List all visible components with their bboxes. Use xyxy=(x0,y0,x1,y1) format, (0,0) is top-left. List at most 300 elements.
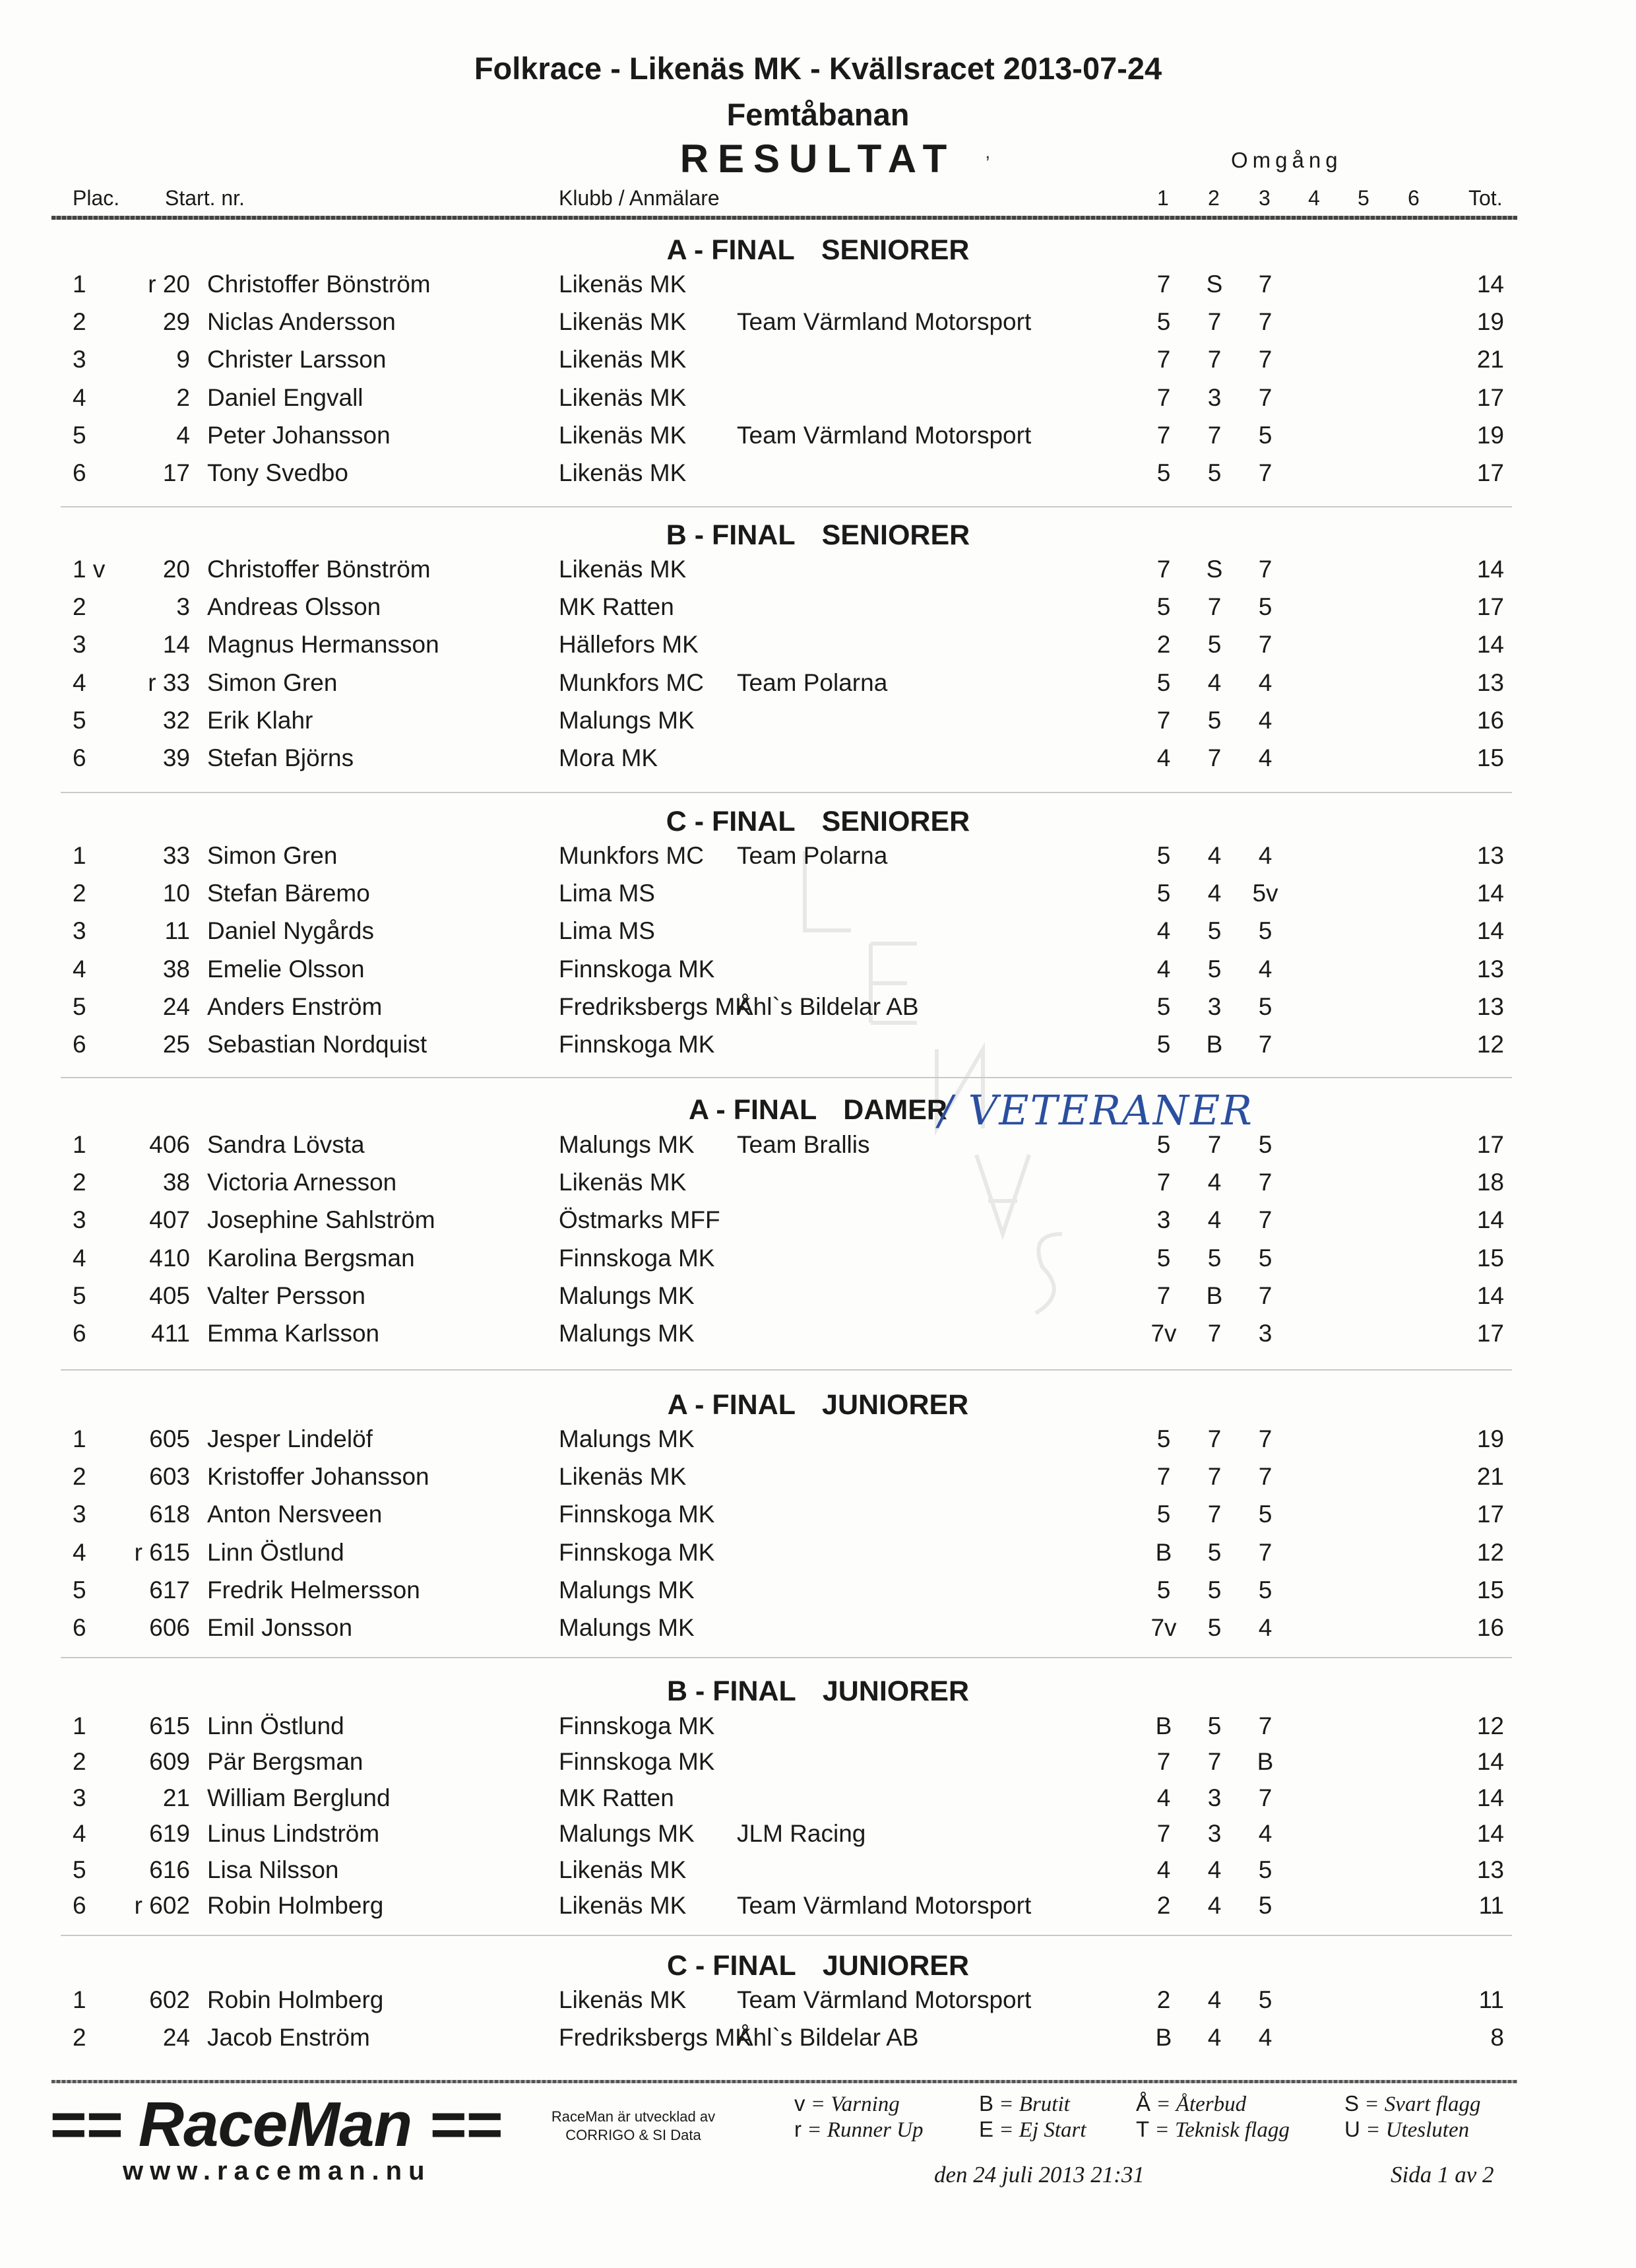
round-3-points: 4 xyxy=(1258,842,1273,869)
start-number: r 20 xyxy=(148,271,190,298)
result-row xyxy=(0,1245,1636,1280)
start-number: 4 xyxy=(176,421,190,449)
driver-name: William Berglund xyxy=(207,1784,391,1811)
driver-name: Robin Holmberg xyxy=(207,1986,384,2013)
round-2-points: 4 xyxy=(1207,668,1222,696)
round-2-points: 7 xyxy=(1207,1463,1222,1491)
driver-name: Sebastian Nordquist xyxy=(207,1031,427,1058)
track-name: Femtåbanan xyxy=(726,97,910,132)
club-name: Malungs MK xyxy=(559,1576,695,1604)
club-name: Finnskoga MK xyxy=(559,1244,715,1272)
col-club: Klubb / Anmälare xyxy=(559,186,720,210)
col-round-1: 1 xyxy=(1157,186,1169,210)
round-3-points: 7 xyxy=(1258,383,1273,411)
club-name: Östmarks MFF xyxy=(559,1206,720,1234)
club-name: Likenäs MK xyxy=(559,421,687,449)
round-3-points: 3 xyxy=(1258,1320,1273,1347)
result-row xyxy=(0,993,1636,1029)
result-row xyxy=(0,593,1636,629)
driver-name: Christer Larsson xyxy=(207,346,387,373)
total-points: 17 xyxy=(1476,1501,1504,1528)
club-name: Likenäs MK xyxy=(559,383,687,411)
section-separator xyxy=(61,1935,1512,1936)
club-name: Mora MK xyxy=(559,744,658,771)
club-name: Malungs MK xyxy=(559,1614,695,1641)
total-points: 15 xyxy=(1476,1244,1504,1272)
driver-name: Karolina Bergsman xyxy=(207,1244,415,1272)
club-name: Likenäs MK xyxy=(559,308,687,336)
driver-name: Christoffer Bönström xyxy=(207,271,431,298)
start-number: 32 xyxy=(162,706,190,734)
total-points: 13 xyxy=(1476,842,1504,869)
start-number: 616 xyxy=(149,1856,190,1883)
result-row xyxy=(0,2024,1636,2059)
start-number: 405 xyxy=(149,1281,190,1309)
driver-name: Josephine Sahlström xyxy=(207,1206,435,1234)
round-1-points: 7 xyxy=(1156,1820,1171,1848)
round-2-points: 5 xyxy=(1207,1538,1222,1566)
result-row xyxy=(0,669,1636,705)
placement: 2 xyxy=(73,2024,86,2051)
club-name: Malungs MK xyxy=(559,1820,695,1848)
round-2-points: 7 xyxy=(1207,1320,1222,1347)
club-name: Likenäs MK xyxy=(559,1463,687,1491)
section-title: B - FINAL SENIORER xyxy=(666,519,970,551)
driver-name: Daniel Nygårds xyxy=(207,917,374,945)
start-number: 619 xyxy=(149,1820,190,1848)
club-name: Likenäs MK xyxy=(559,271,687,298)
result-row xyxy=(0,1820,1636,1856)
round-1-points: 7 xyxy=(1156,706,1171,734)
col-round-4: 4 xyxy=(1308,186,1320,210)
club-name: Likenäs MK xyxy=(559,346,687,373)
legend-item: r = Runner Up xyxy=(794,2117,924,2142)
club-name: Fredriksbergs MK xyxy=(559,2024,751,2051)
round-2-points: 7 xyxy=(1207,308,1222,336)
result-row xyxy=(0,744,1636,780)
legend-item: E = Ej Start xyxy=(979,2117,1086,2142)
round-1-points: 3 xyxy=(1156,1206,1171,1234)
round-2-points: 4 xyxy=(1207,1856,1222,1883)
legend-item: Å = Återbud xyxy=(1136,2091,1247,2116)
round-1-points: 5 xyxy=(1156,1425,1171,1452)
total-points: 14 xyxy=(1476,1784,1504,1811)
round-3-points: 7 xyxy=(1258,1463,1273,1491)
round-2-points: 5 xyxy=(1207,631,1222,659)
section-separator xyxy=(61,1369,1512,1371)
club-name: Finnskoga MK xyxy=(559,1712,715,1739)
club-name: Likenäs MK xyxy=(559,1856,687,1883)
result-row xyxy=(0,880,1636,915)
round-1-points: 5 xyxy=(1156,1576,1171,1604)
round-3-points: 5 xyxy=(1258,1856,1273,1883)
round-3-points: 5 xyxy=(1258,992,1273,1020)
driver-name: Robin Holmberg xyxy=(207,1892,384,1919)
driver-name: Emil Jonsson xyxy=(207,1614,353,1641)
start-number: 11 xyxy=(164,917,190,945)
driver-name: Linn Östlund xyxy=(207,1712,344,1739)
result-row xyxy=(0,459,1636,495)
col-round-2: 2 xyxy=(1208,186,1220,210)
result-row xyxy=(0,631,1636,666)
total-points: 17 xyxy=(1476,1320,1504,1347)
round-1-points: 7 xyxy=(1156,346,1171,373)
round-3-points: 5 xyxy=(1258,1244,1273,1272)
total-points: 15 xyxy=(1476,1576,1504,1604)
start-number: 38 xyxy=(162,955,190,983)
round-3-points: 4 xyxy=(1258,744,1273,771)
total-points: 14 xyxy=(1476,1206,1504,1234)
round-3-points: 5 xyxy=(1258,1892,1273,1919)
placement: 5 xyxy=(73,706,86,734)
team-name: Team Värmland Motorsport xyxy=(737,1892,1032,1919)
result-row xyxy=(0,707,1636,742)
total-points: 16 xyxy=(1476,1614,1504,1641)
round-1-points: B xyxy=(1155,2024,1172,2051)
total-points: 19 xyxy=(1476,308,1504,336)
section-title: A - FINAL DAMER xyxy=(689,1094,947,1126)
club-name: Likenäs MK xyxy=(559,556,687,583)
club-name: Malungs MK xyxy=(559,1281,695,1309)
start-number: 615 xyxy=(149,1712,190,1739)
start-number: 618 xyxy=(149,1501,190,1528)
placement: 5 xyxy=(73,992,86,1020)
placement: 3 xyxy=(73,1206,86,1234)
round-2-points: 7 xyxy=(1207,1748,1222,1776)
col-total: Tot. xyxy=(1468,186,1503,210)
result-row xyxy=(0,1856,1636,1892)
placement: 1 xyxy=(73,271,86,298)
round-2-points: B xyxy=(1206,1031,1223,1058)
round-3-points: 5v xyxy=(1252,880,1278,907)
placement: 2 xyxy=(73,1463,86,1491)
total-points: 17 xyxy=(1476,383,1504,411)
round-1-points: 5 xyxy=(1156,1244,1171,1272)
driver-name: Sandra Lövsta xyxy=(207,1131,365,1158)
driver-name: Simon Gren xyxy=(207,842,338,869)
club-name: Malungs MK xyxy=(559,706,695,734)
total-points: 14 xyxy=(1476,1820,1504,1848)
round-2-points: 4 xyxy=(1207,1892,1222,1919)
placement: 4 xyxy=(73,1538,86,1566)
round-1-points: 5 xyxy=(1156,1031,1171,1058)
club-name: MK Ratten xyxy=(559,1784,674,1811)
total-points: 18 xyxy=(1476,1169,1504,1196)
total-points: 17 xyxy=(1476,593,1504,621)
team-name: JLM Racing xyxy=(737,1820,866,1848)
round-3-points: 4 xyxy=(1258,1820,1273,1848)
round-3-points: 5 xyxy=(1258,1131,1273,1158)
club-name: Finnskoga MK xyxy=(559,1501,715,1528)
result-row xyxy=(0,1206,1636,1242)
round-3-points: 5 xyxy=(1258,1986,1273,2013)
driver-name: Magnus Hermansson xyxy=(207,631,439,659)
round-2-points: 5 xyxy=(1207,917,1222,945)
club-name: Malungs MK xyxy=(559,1425,695,1452)
round-2-points: S xyxy=(1206,271,1223,298)
driver-name: Jesper Lindelöf xyxy=(207,1425,373,1452)
legend-item: T = Teknisk flagg xyxy=(1136,2117,1290,2142)
round-1-points: 5 xyxy=(1156,593,1171,621)
result-row xyxy=(0,956,1636,991)
legend-item: U = Utesluten xyxy=(1344,2117,1470,2142)
round-2-points: 7 xyxy=(1207,1425,1222,1452)
result-row xyxy=(0,1784,1636,1820)
print-date: den 24 juli 2013 21:31 xyxy=(934,2162,1145,2187)
section-separator xyxy=(61,506,1512,507)
placement: 6 xyxy=(73,459,86,486)
placement: 6 xyxy=(73,744,86,771)
driver-name: Anton Nersveen xyxy=(207,1501,383,1528)
driver-name: Peter Johansson xyxy=(207,421,391,449)
round-3-points: 7 xyxy=(1258,346,1273,373)
event-title: Folkrace - Likenäs MK - Kvällsracet 2013-07-24 xyxy=(474,51,1162,86)
driver-name: Anders Enström xyxy=(207,992,383,1020)
team-name: Team Värmland Motorsport xyxy=(737,421,1032,449)
placement: 2 xyxy=(73,1748,86,1776)
team-name: Team Värmland Motorsport xyxy=(737,308,1032,336)
round-1-points: 5 xyxy=(1156,1501,1171,1528)
round-1-points: 4 xyxy=(1156,744,1171,771)
placement: 5 xyxy=(73,1856,86,1883)
result-row xyxy=(0,842,1636,878)
start-number: 38 xyxy=(162,1169,190,1196)
start-number: 33 xyxy=(162,842,190,869)
col-round-5: 5 xyxy=(1358,186,1369,210)
section-separator xyxy=(61,792,1512,793)
driver-name: Simon Gren xyxy=(207,668,338,696)
club-name: Malungs MK xyxy=(559,1320,695,1347)
round-1-points: 4 xyxy=(1156,955,1171,983)
start-number: r 615 xyxy=(134,1538,190,1566)
round-2-points: 5 xyxy=(1207,1576,1222,1604)
round-1-points: 7 xyxy=(1156,1463,1171,1491)
total-points: 17 xyxy=(1476,1131,1504,1158)
round-1-points: 7 xyxy=(1156,1169,1171,1196)
result-row xyxy=(0,1614,1636,1650)
page-number: Sida 1 av 2 xyxy=(1391,2162,1494,2187)
col-round-3: 3 xyxy=(1259,186,1271,210)
start-number: 606 xyxy=(149,1614,190,1641)
pen-mark: ʼ xyxy=(986,153,990,175)
round-1-points: 7 xyxy=(1156,421,1171,449)
driver-name: Emma Karlsson xyxy=(207,1320,380,1347)
round-1-points: 7 xyxy=(1156,383,1171,411)
round-3-points: 7 xyxy=(1258,1206,1273,1234)
round-3-points: 7 xyxy=(1258,556,1273,583)
result-row xyxy=(0,1131,1636,1167)
round-3-points: 4 xyxy=(1258,1614,1273,1641)
round-1-points: 7 xyxy=(1156,271,1171,298)
start-number: 406 xyxy=(149,1131,190,1158)
placement: 6 xyxy=(73,1031,86,1058)
driver-name: Jacob Enström xyxy=(207,2024,370,2051)
start-number: 21 xyxy=(162,1784,190,1811)
placement: 3 xyxy=(73,917,86,945)
total-points: 19 xyxy=(1476,421,1504,449)
start-number: r 602 xyxy=(134,1892,190,1919)
round-2-points: S xyxy=(1206,556,1223,583)
team-name: Team Polarna xyxy=(737,842,888,869)
round-2-points: 3 xyxy=(1207,383,1222,411)
round-2-points: 7 xyxy=(1207,1501,1222,1528)
round-1-points: 5 xyxy=(1156,842,1171,869)
credit-text: RaceMan är utvecklad av CORRIGO & SI Data xyxy=(551,2108,716,2143)
round-2-points: 4 xyxy=(1207,880,1222,907)
round-1-points: 2 xyxy=(1156,1986,1171,2013)
result-row xyxy=(0,1501,1636,1536)
round-3-points: 7 xyxy=(1258,1281,1273,1309)
result-row xyxy=(0,308,1636,344)
round-2-points: 4 xyxy=(1207,842,1222,869)
placement: 3 xyxy=(73,346,86,373)
result-row xyxy=(0,556,1636,591)
team-name: Team Värmland Motorsport xyxy=(737,1986,1032,2013)
placement: 6 xyxy=(73,1320,86,1347)
total-points: 11 xyxy=(1478,1892,1504,1919)
club-name: MK Ratten xyxy=(559,593,674,621)
round-1-points: 7v xyxy=(1150,1320,1177,1347)
section-separator xyxy=(61,1077,1512,1078)
placement: 4 xyxy=(73,668,86,696)
round-3-points: 5 xyxy=(1258,421,1273,449)
driver-name: Valter Persson xyxy=(207,1281,365,1309)
round-2-points: 5 xyxy=(1207,1244,1222,1272)
round-3-points: 4 xyxy=(1258,706,1273,734)
placement: 1 v xyxy=(73,556,106,583)
driver-name: Christoffer Bönström xyxy=(207,556,431,583)
rounds-heading: Omgång xyxy=(1231,148,1342,172)
website-link[interactable]: www.raceman.nu xyxy=(123,2156,431,2186)
round-1-points: 5 xyxy=(1156,1131,1171,1158)
result-row xyxy=(0,1425,1636,1461)
placement: 6 xyxy=(73,1892,86,1919)
section-title: C - FINAL JUNIORER xyxy=(666,1950,970,1982)
club-name: Likenäs MK xyxy=(559,459,687,486)
round-1-points: B xyxy=(1155,1538,1172,1566)
driver-name: Fredrik Helmersson xyxy=(207,1576,420,1604)
section-title: A - FINAL SENIORER xyxy=(666,234,970,266)
start-number: 603 xyxy=(149,1463,190,1491)
round-1-points: 2 xyxy=(1156,631,1171,659)
placement: 2 xyxy=(73,880,86,907)
round-1-points: 5 xyxy=(1156,668,1171,696)
round-2-points: 3 xyxy=(1207,992,1222,1020)
round-2-points: 7 xyxy=(1207,421,1222,449)
total-points: 14 xyxy=(1476,1281,1504,1309)
club-name: Lima MS xyxy=(559,917,655,945)
team-name: Team Brallis xyxy=(737,1131,870,1158)
round-3-points: 7 xyxy=(1258,1169,1273,1196)
result-row xyxy=(0,917,1636,953)
total-points: 12 xyxy=(1476,1538,1504,1566)
total-points: 16 xyxy=(1476,706,1504,734)
round-1-points: 2 xyxy=(1156,1892,1171,1919)
start-number: 29 xyxy=(162,308,190,336)
round-2-points: 4 xyxy=(1207,1986,1222,2013)
result-row xyxy=(0,422,1636,457)
section-separator xyxy=(61,1657,1512,1658)
start-number: 24 xyxy=(162,2024,190,2051)
result-row xyxy=(0,1031,1636,1066)
club-name: Munkfors MC xyxy=(559,842,704,869)
total-points: 13 xyxy=(1476,992,1504,1020)
result-row xyxy=(0,1539,1636,1574)
round-2-points: 7 xyxy=(1207,744,1222,771)
result-row xyxy=(0,1892,1636,1928)
round-3-points: 7 xyxy=(1258,1538,1273,1566)
total-points: 17 xyxy=(1476,459,1504,486)
placement: 3 xyxy=(73,1501,86,1528)
driver-name: Andreas Olsson xyxy=(207,593,381,621)
raceman-logo: == RaceMan == xyxy=(49,2089,502,2160)
start-number: 609 xyxy=(149,1748,190,1776)
placement: 5 xyxy=(73,1281,86,1309)
section-title: A - FINAL JUNIORER xyxy=(667,1389,969,1421)
round-3-points: 5 xyxy=(1258,1501,1273,1528)
round-3-points: 7 xyxy=(1258,1031,1273,1058)
round-1-points: 5 xyxy=(1156,880,1171,907)
club-name: Malungs MK xyxy=(559,1131,695,1158)
round-2-points: B xyxy=(1206,1281,1223,1309)
col-round-6: 6 xyxy=(1408,186,1420,210)
total-points: 12 xyxy=(1476,1031,1504,1058)
start-number: 25 xyxy=(162,1031,190,1058)
round-1-points: 7 xyxy=(1156,1748,1171,1776)
total-points: 14 xyxy=(1476,631,1504,659)
section-title: C - FINAL SENIORER xyxy=(666,806,970,837)
round-2-points: 4 xyxy=(1207,1169,1222,1196)
club-name: Likenäs MK xyxy=(559,1169,687,1196)
round-3-points: 7 xyxy=(1258,459,1273,486)
round-2-points: 4 xyxy=(1207,2024,1222,2051)
start-number: 20 xyxy=(162,556,190,583)
round-2-points: 5 xyxy=(1207,1614,1222,1641)
result-row xyxy=(0,1712,1636,1748)
total-points: 14 xyxy=(1476,1748,1504,1776)
club-name: Lima MS xyxy=(559,880,655,907)
driver-name: Daniel Engvall xyxy=(207,383,363,411)
round-3-points: 7 xyxy=(1258,271,1273,298)
total-points: 14 xyxy=(1476,917,1504,945)
round-2-points: 3 xyxy=(1207,1784,1222,1811)
team-name: Åhl`s Bildelar AB xyxy=(737,992,919,1020)
start-number: 410 xyxy=(149,1244,190,1272)
start-number: r 33 xyxy=(148,668,190,696)
round-3-points: 4 xyxy=(1258,668,1273,696)
driver-name: Stefan Bäremo xyxy=(207,880,370,907)
start-number: 411 xyxy=(151,1320,190,1347)
total-points: 21 xyxy=(1476,346,1504,373)
placement: 5 xyxy=(73,1576,86,1604)
round-3-points: 7 xyxy=(1258,1712,1273,1739)
start-number: 605 xyxy=(149,1425,190,1452)
round-1-points: 7 xyxy=(1156,1281,1171,1309)
handwritten-note: / VETERANER xyxy=(939,1086,1253,1134)
result-row xyxy=(0,1320,1636,1355)
placement: 2 xyxy=(73,593,86,621)
total-points: 19 xyxy=(1476,1425,1504,1452)
driver-name: Lisa Nilsson xyxy=(207,1856,339,1883)
start-number: 617 xyxy=(149,1576,190,1604)
start-number: 14 xyxy=(162,631,190,659)
start-number: 39 xyxy=(162,744,190,771)
placement: 4 xyxy=(73,1244,86,1272)
club-name: Munkfors MC xyxy=(559,668,704,696)
result-row xyxy=(0,346,1636,381)
total-points: 14 xyxy=(1476,556,1504,583)
legend-item: S = Svart flagg xyxy=(1344,2091,1481,2116)
